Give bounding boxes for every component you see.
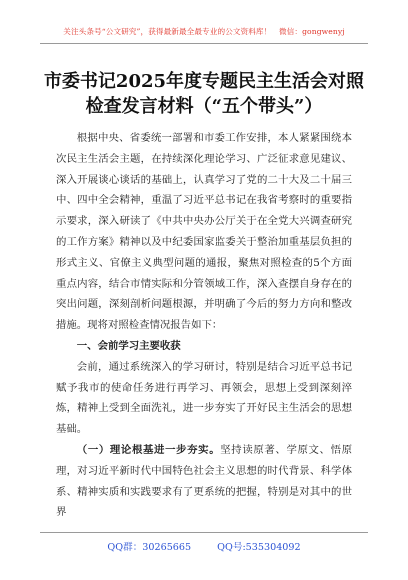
section-paragraph: 会前，通过系统深入的学习研讨，特别是结合习近平总书记赋予我市的使命任务进行再学习、再领会，思想上受到深刻淬炼，精神上受到全面洗礼，进一步夯实了开好民主生活会的思想基础。 <box>56 360 352 436</box>
document-body <box>56 128 352 523</box>
title-line-1: 市委书记2025年度专题民主生活会对照 <box>43 71 365 92</box>
header-banner: 关注头条号“公文研究”，获得最新最全最专业的公文资料库！ 微信：gongwenyj <box>63 27 345 36</box>
section-heading: 一、会前学习主要收获 <box>76 339 181 352</box>
intro-paragraph: 根据中央、省委统一部署和市委工作安排，本人紧紧围绕本次民主生活会主题，在持续深化理论学习、广泛征求意见建议、深入开展谈心谈话的基础上，认真学习了党的二十大及二十届三中、四中全会精神，重温了习近平总书记在我省考察时的重要指示要求，深入研读了《中共中央办公厅关于在全党大兴调查研究的工作方案》精神以及中纪委国家监委关于整治加重基层负担的形式主义、官僚主义典型问题的通报，聚焦对照检查的5个方面重点内容，结合市情实际和分管领域工作，深入查摆自身存在的突出问题，深刻剖析问题根源，并明确了今后的努力方向和整改措施。现将对照检查情况报告如下： <box>56 132 352 332</box>
footer-qq-number: QQ号:535304092 <box>217 542 301 553</box>
footer-divider <box>40 532 368 533</box>
title-line-2: 检查发言材料（“五个带头”） <box>85 96 323 117</box>
subsection-text: 坚持读原著、学原文、悟原理，对习近平新时代中国特色社会主义思想的时代背景、科学体系、精神实质和实践要求有了更系统的把握，特别是对其中的世界 <box>56 443 353 519</box>
header-divider <box>40 43 368 44</box>
document-title <box>30 69 378 119</box>
footer-qq-group: QQ群：30265665 <box>107 542 192 553</box>
subsection-heading: （一）理论根基进一步夯实。 <box>76 443 221 456</box>
footer <box>0 539 408 553</box>
subsection-paragraph <box>56 440 352 523</box>
